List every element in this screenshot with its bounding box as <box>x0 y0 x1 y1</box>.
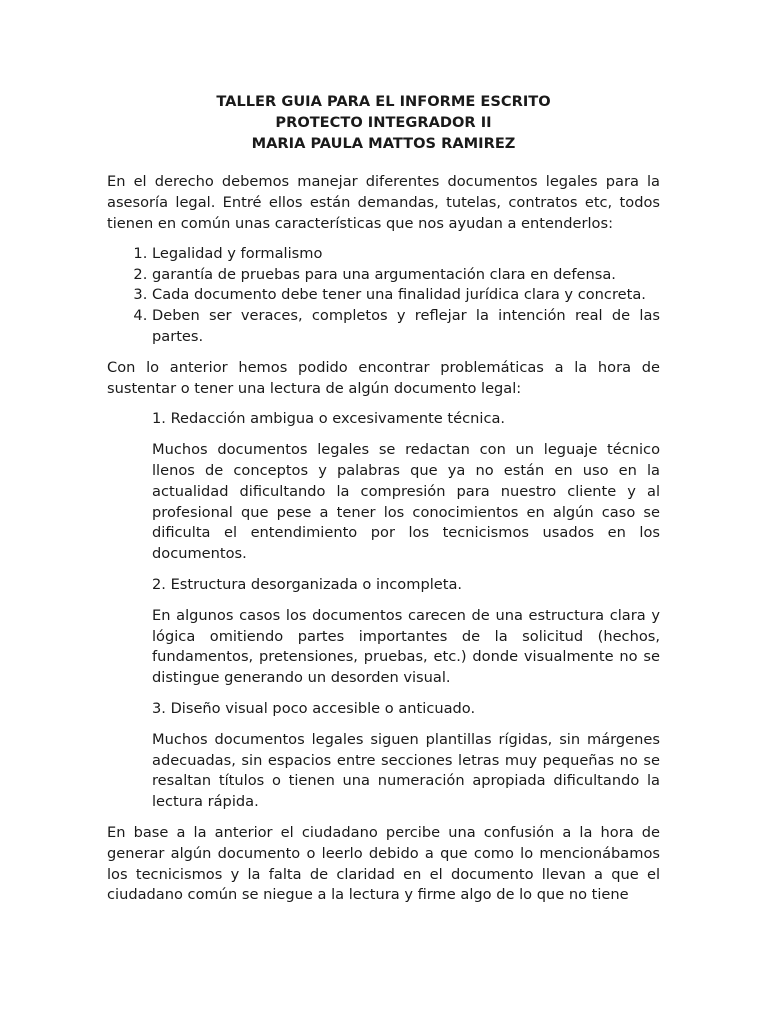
list-item: 4. Deben ser veraces, completos y reflejar la intención real de las partes. <box>152 306 660 348</box>
problem-heading-2: 2. Estructura desorganizada o incompleta. <box>152 575 463 593</box>
list-item: 2. garantía de pruebas para una argumentación clara en defensa. <box>152 265 660 286</box>
problem-heading-3: 3. Diseño visual poco accesible o anticuado. <box>152 699 476 717</box>
intro-paragraph: En el derecho debemos manejar diferentes documentos legales para la asesoría legal. Entré ellos están demandas, tutelas, contratos etc, todos tienen en común unas características que nos ayudan a entenderlos: <box>107 173 660 232</box>
document-page <box>107 92 660 906</box>
title-line-author: MARIA PAULA MATTOS RAMIREZ <box>251 134 516 152</box>
problems-intro-paragraph: Con lo anterior hemos podido encontrar problemáticas a la hora de sustentar o tener una lectura de algún documento legal: <box>107 358 660 397</box>
conclusion-paragraph: En base a la anterior el ciudadano percibe una confusión a la hora de generar algún documento o leerlo debido a que como lo mencionábamos los tecnicismos y la falta de claridad en el documento llevan a que el ciudadano común se niegue a la lectura y firme algo de lo que no tiene <box>107 823 660 904</box>
list-item: 3. Cada documento debe tener una finalidad jurídica clara y concreta. <box>152 285 660 306</box>
problem-heading-1: 1. Redacción ambigua o excesivamente técnica. <box>152 410 506 428</box>
title-line-project: PROTECTO INTEGRADOR II <box>275 113 492 131</box>
title-line-workshop: TALLER GUIA PARA EL INFORME ESCRITO <box>216 93 551 110</box>
document-title <box>107 92 660 154</box>
list-item: 1. Legalidad y formalismo <box>152 244 660 265</box>
characteristics-list <box>107 244 660 348</box>
problem-body-3: Muchos documentos legales siguen plantillas rígidas, sin márgenes adecuadas, sin espacios entre secciones letras muy pequeñas no se resaltan títulos o tienen una numeración apropiada dificultando la lectura rápida. <box>152 730 660 811</box>
problem-body-2: En algunos casos los documentos carecen de una estructura clara y lógica omitiendo partes importantes de la solicitud (hechos, fundamentos, pretensiones, pruebas, etc.) donde visualmente no se distingue generando un desorden visual. <box>152 606 660 687</box>
problem-body-1: Muchos documentos legales se redactan con un leguaje técnico llenos de conceptos y palabras que ya no están en uso en la actualidad dificultando la compresión para nuestro cliente y al profesional que pese a tener los conocimientos en algún caso se dificulta el entendimiento por los tecnicismos usados en los documentos. <box>152 441 660 563</box>
